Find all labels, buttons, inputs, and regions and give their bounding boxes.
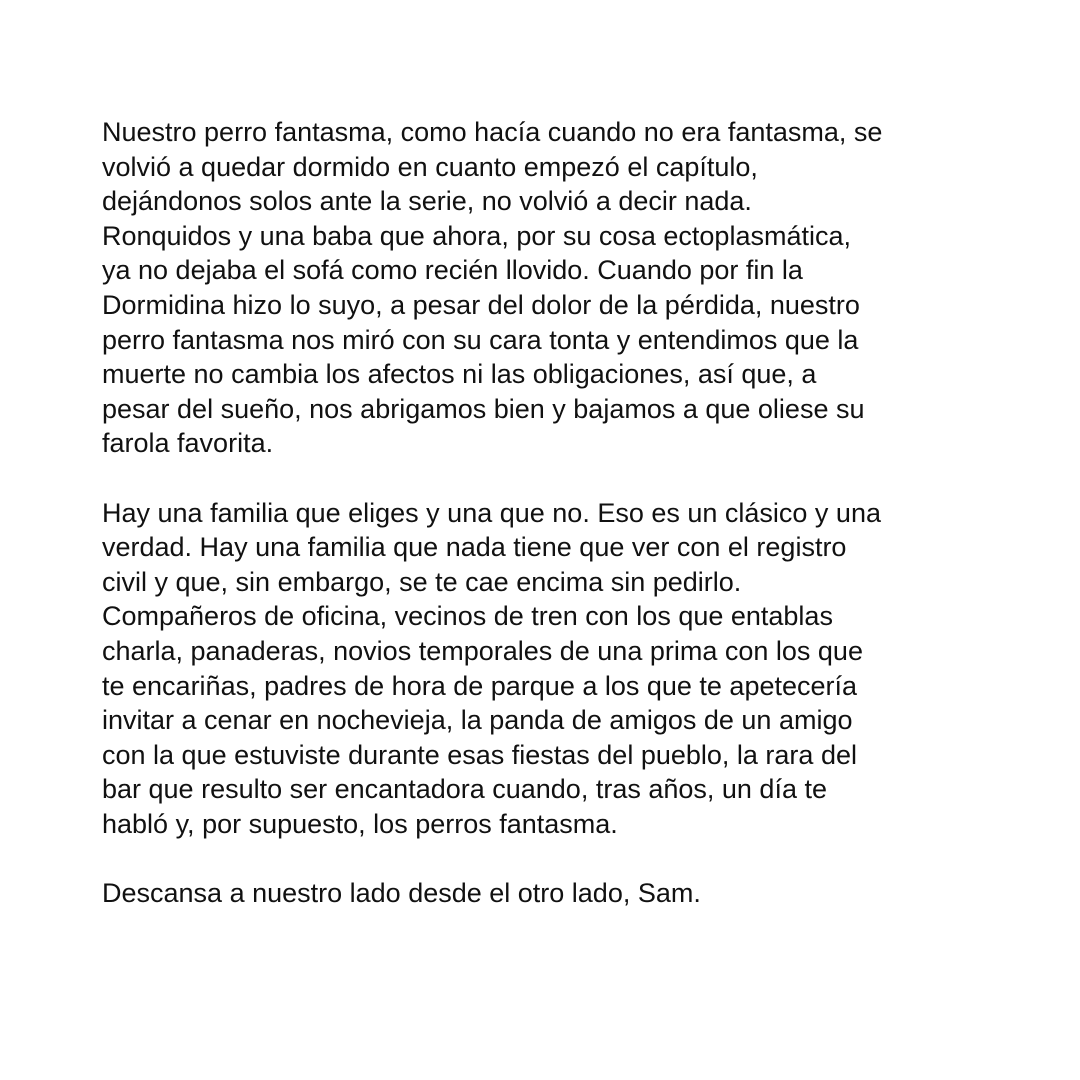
text-line: Descansa a nuestro lado desde el otro lado, Sam. <box>102 878 701 909</box>
paragraph-3 <box>102 876 1002 911</box>
text-line: perro fantasma nos miró con su cara tonta y entendimos que la <box>102 324 859 355</box>
text-line: ya no dejaba el sofá como recién llovido. Cuando por fin la <box>102 255 803 286</box>
text-line: muerte no cambia los afectos ni las obligaciones, así que, a <box>102 359 817 390</box>
paragraph-2 <box>102 496 1002 842</box>
text-line: charla, panaderas, novios temporales de una prima con los que <box>102 635 863 666</box>
body-text <box>102 115 1002 911</box>
text-line: farola favorita. <box>102 428 274 459</box>
text-line: habló y, por supuesto, los perros fantasma. <box>102 808 618 839</box>
text-line: bar que resulto ser encantadora cuando, tras años, un día te <box>102 774 827 805</box>
text-line: con la que estuviste durante esas fiestas del pueblo, la rara del <box>102 739 857 770</box>
text-line: Ronquidos y una baba que ahora, por su cosa ectoplasmática, <box>102 220 851 251</box>
text-line: dejándonos solos ante la serie, no volvió a decir nada. <box>102 186 752 217</box>
text-line: Compañeros de oficina, vecinos de tren con los que entablas <box>102 601 833 632</box>
text-line: invitar a cenar en nochevieja, la panda de amigos de un amigo <box>102 705 853 736</box>
text-line: Nuestro perro fantasma, como hacía cuando no era fantasma, se <box>102 117 883 147</box>
text-line: Hay una familia que eliges y una que no. Eso es un clásico y una <box>102 497 881 528</box>
text-line: te encariñas, padres de hora de parque a los que te apetecería <box>102 670 858 701</box>
text-line: Dormidina hizo lo suyo, a pesar del dolor de la pérdida, nuestro <box>102 289 860 320</box>
text-line: pesar del sueño, nos abrigamos bien y bajamos a que oliese su <box>102 393 865 424</box>
text-line: verdad. Hay una familia que nada tiene que ver con el registro <box>102 532 847 563</box>
paragraph-1 <box>102 115 1002 461</box>
text-line: volvió a quedar dormido en cuanto empezó el capítulo, <box>102 151 758 182</box>
text-line: civil y que, sin embargo, se te cae encima sin pedirlo. <box>102 566 742 597</box>
